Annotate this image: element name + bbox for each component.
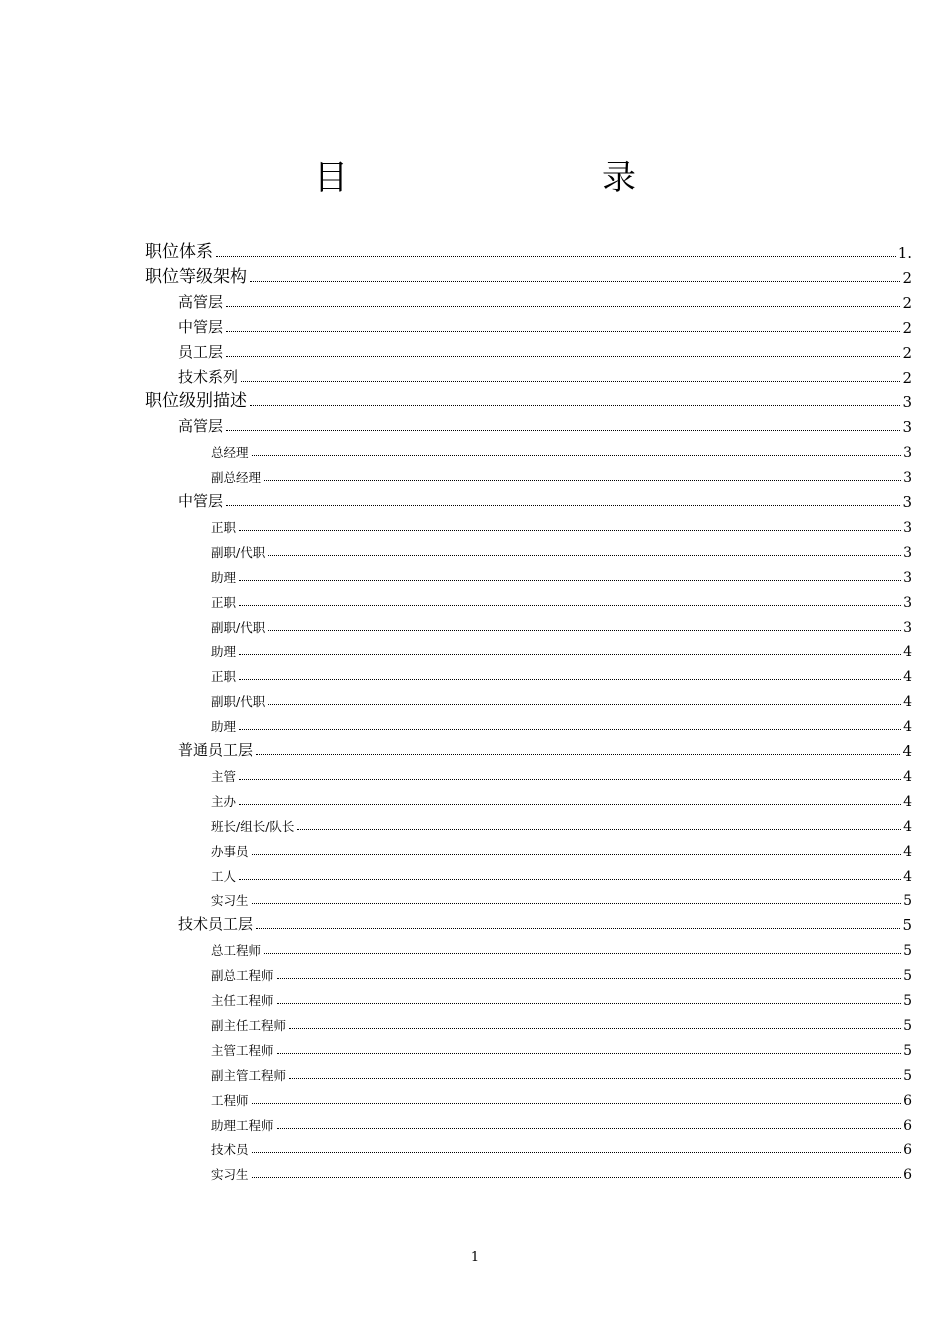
toc-entry-label: 副总工程师 — [211, 968, 274, 984]
toc-leader-dots — [252, 1176, 902, 1178]
toc-leader-dots — [264, 479, 901, 481]
toc-entry[interactable] — [211, 786, 912, 810]
toc-entry[interactable] — [178, 363, 912, 387]
page-title: 目 录 — [314, 158, 698, 198]
toc-entry[interactable] — [211, 636, 912, 660]
toc-entry-page: 3 — [903, 544, 912, 561]
toc-entry-label: 中管层 — [178, 317, 224, 336]
toc-entry[interactable] — [211, 686, 912, 710]
toc-entry-label: 普通员工层 — [178, 741, 254, 759]
toc-entry[interactable] — [211, 562, 912, 586]
toc-entry-page: 3 — [903, 569, 912, 586]
toc-leader-dots — [239, 579, 901, 581]
toc-leader-dots — [252, 902, 902, 904]
toc-entry[interactable] — [211, 661, 912, 685]
toc-leader-dots — [226, 330, 900, 332]
toc-leader-dots — [239, 803, 901, 805]
toc-leader-dots — [277, 977, 902, 979]
toc-leader-dots — [297, 828, 901, 830]
toc-entry-page: 6 — [903, 1117, 912, 1134]
toc-entry[interactable] — [211, 1110, 912, 1134]
toc-entry-page: 2 — [902, 318, 912, 337]
toc-leader-dots — [241, 380, 900, 382]
toc-entry-page: 4 — [902, 742, 912, 760]
toc-leader-dots — [239, 678, 901, 680]
toc-entry-label: 技术系列 — [178, 367, 239, 386]
toc-entry[interactable] — [211, 811, 912, 835]
toc-leader-dots — [289, 1027, 901, 1029]
toc-entry[interactable] — [178, 288, 912, 312]
toc-entry[interactable] — [145, 238, 912, 262]
toc-entry[interactable] — [211, 1134, 912, 1158]
toc-entry-label: 职位等级架构 — [145, 266, 247, 287]
toc-entry[interactable] — [178, 313, 912, 337]
toc-entry[interactable] — [211, 836, 912, 860]
toc-entry-label: 员工层 — [178, 342, 224, 361]
toc-entry-page: 6 — [903, 1142, 912, 1159]
toc-entry[interactable] — [211, 935, 912, 959]
toc-entry-label: 正职 — [211, 519, 237, 535]
toc-leader-dots — [226, 355, 900, 357]
toc-entry-label: 正职 — [211, 669, 237, 685]
toc-entry-page: 4 — [903, 694, 912, 711]
toc-entry[interactable] — [145, 263, 912, 287]
toc-entry[interactable] — [211, 462, 912, 486]
toc-entry-label: 中管层 — [178, 492, 224, 510]
toc-leader-dots — [256, 753, 900, 755]
toc-entry[interactable] — [178, 910, 912, 934]
toc-leader-dots — [250, 404, 900, 406]
toc-entry-label: 副职/代职 — [211, 619, 266, 635]
toc-entry-page: 6 — [903, 1092, 912, 1109]
toc-entry-page: 4 — [903, 843, 912, 860]
toc-entry-label: 副职/代职 — [211, 694, 266, 710]
toc-entry[interactable] — [211, 885, 912, 909]
toc-entry-page: 4 — [903, 719, 912, 736]
toc-leader-dots — [239, 778, 901, 780]
toc-leader-dots — [289, 1077, 901, 1079]
toc-entry[interactable] — [178, 487, 912, 511]
toc-entry-label: 高管层 — [178, 417, 224, 436]
toc-leader-dots — [268, 629, 901, 631]
toc-entry[interactable] — [178, 338, 912, 362]
toc-entry[interactable] — [211, 1035, 912, 1059]
toc-entry-label: 主管工程师 — [211, 1042, 274, 1058]
toc-entry-page: 5 — [903, 1067, 912, 1084]
toc-entry-page: 2 — [902, 268, 912, 287]
toc-leader-dots — [239, 604, 901, 606]
toc-entry-label: 实习生 — [211, 893, 249, 909]
toc-entry[interactable] — [211, 1085, 912, 1109]
toc-entry-page: 5 — [903, 1017, 912, 1034]
toc-entry[interactable] — [211, 437, 912, 461]
toc-entry-page: 5 — [903, 893, 912, 910]
toc-entry-label: 副主管工程师 — [211, 1067, 287, 1083]
toc-entry[interactable] — [211, 537, 912, 561]
toc-entry-page: 5 — [902, 916, 912, 935]
toc-entry-label: 正职 — [211, 594, 237, 610]
toc-entry-label: 助理 — [211, 569, 237, 585]
toc-entry-page: 5 — [903, 968, 912, 985]
toc-entry-page: 5 — [903, 1042, 912, 1059]
toc-entry-page: 1. — [897, 244, 912, 262]
toc-entry-page: 5 — [903, 993, 912, 1009]
toc-entry-label: 工程师 — [211, 1092, 249, 1108]
toc-entry[interactable] — [211, 587, 912, 611]
toc-leader-dots — [239, 653, 901, 655]
toc-entry-page: 3 — [902, 493, 912, 511]
toc-entry-label: 助理工程师 — [211, 1117, 274, 1133]
toc-entry-page: 2 — [902, 293, 912, 312]
toc-entry[interactable] — [211, 861, 912, 885]
toc-entry-label: 主管 — [211, 768, 237, 784]
toc-leader-dots — [252, 853, 902, 855]
toc-entry[interactable] — [211, 711, 912, 735]
toc-leader-dots — [252, 454, 902, 456]
toc-entry-page: 3 — [903, 470, 912, 487]
toc-entry[interactable] — [211, 985, 912, 1009]
toc-leader-dots — [252, 1102, 902, 1104]
toc-leader-dots — [268, 703, 901, 705]
page-number: 1 — [470, 1250, 480, 1265]
toc-entry-label: 副总经理 — [211, 470, 262, 486]
toc-entry-label: 班长/组长/队长 — [211, 818, 295, 834]
toc-leader-dots — [277, 1002, 902, 1004]
toc-entry-label: 技术员工层 — [178, 915, 254, 934]
toc-entry-page: 3 — [902, 418, 912, 437]
toc-entry-label: 总工程师 — [211, 943, 262, 959]
toc-entry-label: 主任工程师 — [211, 993, 274, 1008]
toc-entry-page: 4 — [903, 818, 912, 835]
toc-leader-dots — [250, 280, 900, 282]
toc-entry-label: 主办 — [211, 793, 237, 809]
toc-entry-label: 副职/代职 — [211, 544, 266, 560]
toc-entry-label: 助理 — [211, 644, 237, 660]
toc-leader-dots — [256, 927, 900, 929]
toc-leader-dots — [277, 1127, 902, 1129]
toc-leader-dots — [252, 1151, 902, 1153]
toc-entry[interactable] — [145, 387, 912, 411]
toc-entry-label: 实习生 — [211, 1167, 249, 1183]
toc-entry-label: 技术员 — [211, 1142, 249, 1158]
toc-entry-label: 高管层 — [178, 292, 224, 311]
toc-entry-label: 办事员 — [211, 843, 249, 859]
toc-entry-page: 3 — [902, 393, 912, 412]
toc-leader-dots — [268, 554, 901, 556]
toc-entry[interactable] — [211, 612, 912, 636]
toc-entry[interactable] — [211, 512, 912, 536]
toc-entry[interactable] — [211, 1060, 912, 1084]
toc-entry-label: 助理 — [211, 719, 237, 735]
toc-entry-page: 4 — [903, 644, 912, 661]
toc-entry-page: 2 — [902, 343, 912, 362]
toc-entry-page: 4 — [903, 793, 912, 810]
toc-leader-dots — [226, 305, 900, 307]
toc-entry-page: 4 — [903, 768, 912, 785]
toc-leader-dots — [216, 255, 896, 257]
toc-entry[interactable] — [211, 1159, 912, 1183]
toc-leader-dots — [239, 728, 901, 730]
toc-entry-page: 6 — [903, 1167, 912, 1184]
toc-leader-dots — [239, 529, 901, 531]
toc-entry-page: 3 — [903, 619, 912, 636]
toc-entry-page: 5 — [903, 943, 912, 960]
toc-leader-dots — [264, 952, 901, 954]
toc-leader-dots — [277, 1052, 902, 1054]
toc-entry-page: 4 — [903, 669, 912, 686]
toc-entry[interactable] — [178, 412, 912, 436]
toc-entry-label: 职位体系 — [145, 242, 213, 262]
toc-entry-page: 3 — [903, 594, 912, 611]
toc-entry-page: 3 — [903, 519, 912, 536]
toc-entry-label: 工人 — [211, 868, 237, 884]
toc-entry-page: 3 — [903, 445, 912, 462]
toc-entry-label: 职位级别描述 — [145, 391, 247, 412]
toc-entry-page: 2 — [902, 368, 912, 387]
toc-entry[interactable] — [211, 960, 912, 984]
toc-leader-dots — [239, 878, 901, 880]
toc-entry[interactable] — [178, 736, 912, 760]
toc-entry-label: 总经理 — [211, 445, 249, 461]
toc-entry-page: 4 — [903, 868, 912, 885]
toc-leader-dots — [226, 504, 900, 506]
toc-entry[interactable] — [211, 761, 912, 785]
toc-leader-dots — [226, 429, 900, 431]
toc-entry-label: 副主任工程师 — [211, 1017, 287, 1033]
toc-entry[interactable] — [211, 1010, 912, 1034]
